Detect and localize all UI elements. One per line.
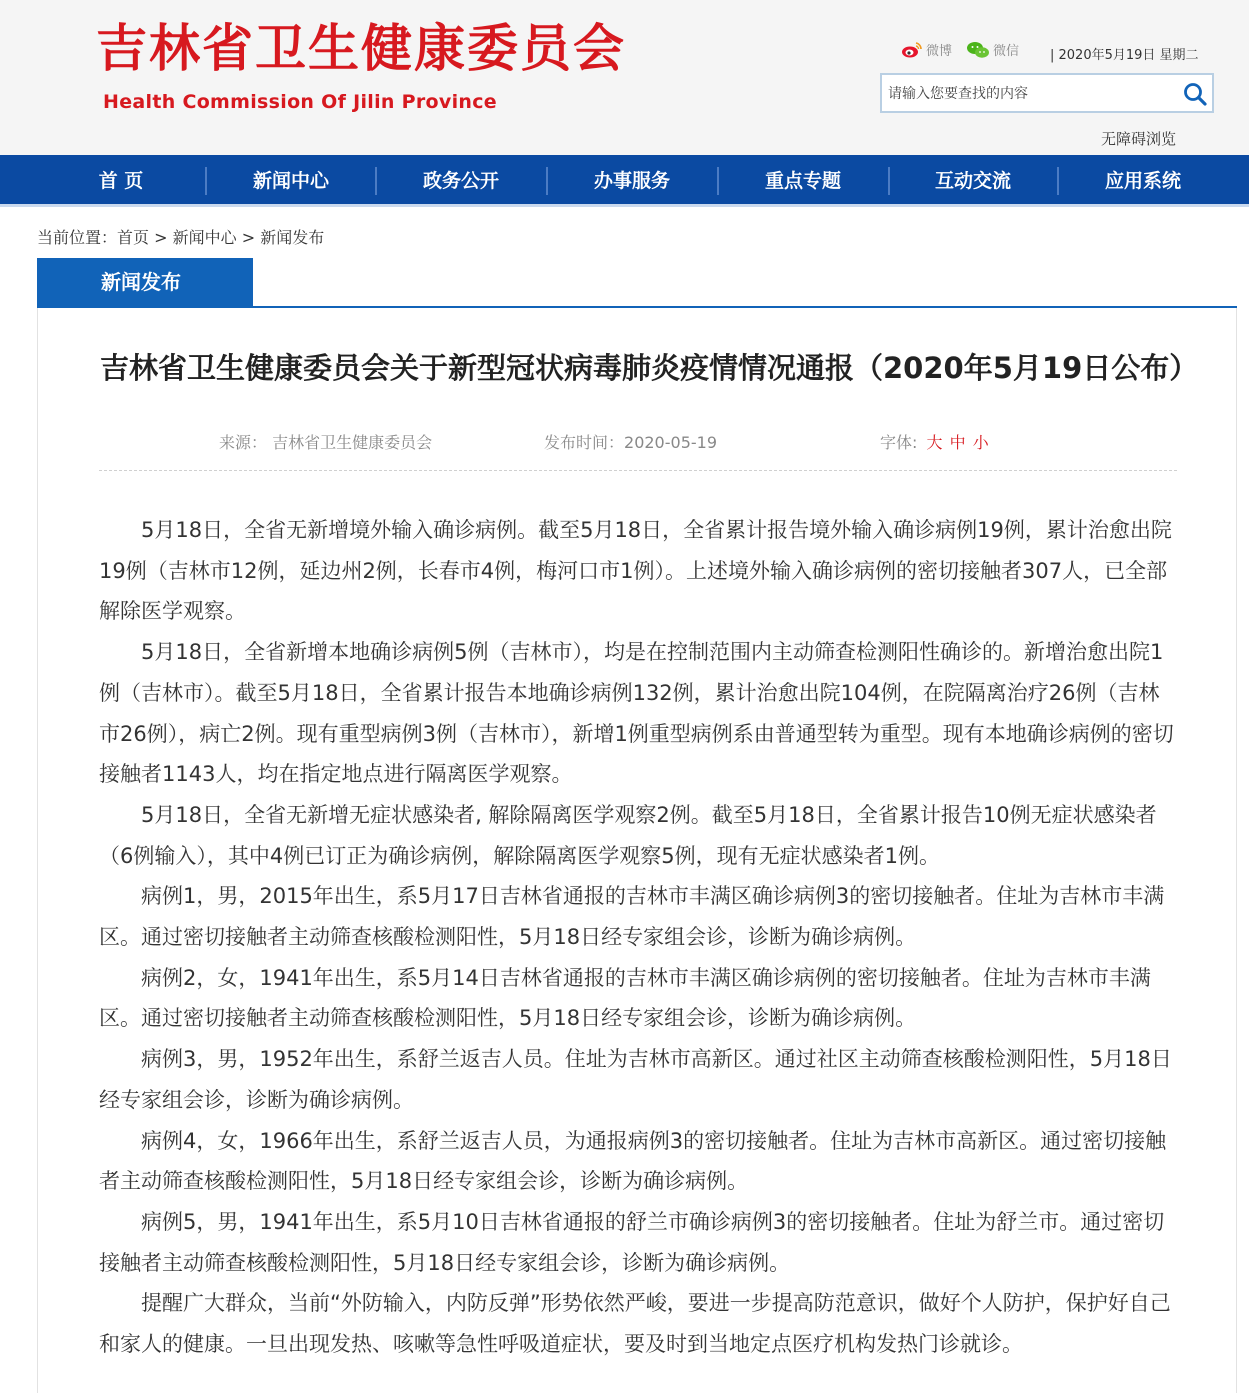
weibo-icon — [901, 41, 923, 59]
article-paragraph: 病例4，女，1966年出生，系舒兰返吉人员，为通报病例3的密切接触者。住址为吉林市高新区。通过密切接触者主动筛查核酸检测阳性，5月18日经专家组会诊，诊断为确诊病例。 — [99, 1128, 1167, 1194]
font-size-switcher — [880, 430, 989, 453]
wechat-label: 微信 — [993, 44, 1020, 59]
nav-item-news[interactable]: 新闻中心 — [252, 170, 329, 192]
search-icon — [1182, 81, 1208, 107]
font-size-small[interactable]: 小 — [972, 433, 989, 452]
nav-item-apps[interactable]: 应用系统 — [1104, 170, 1181, 192]
font-size-medium[interactable]: 中 — [949, 433, 966, 452]
breadcrumb-separator: > — [149, 228, 173, 247]
nav-divider — [888, 167, 890, 195]
breadcrumb-news[interactable]: 新闻中心 — [172, 228, 237, 247]
breadcrumb-home[interactable]: 首页 — [117, 228, 150, 247]
source-value: 吉林省卫生健康委员会 — [272, 433, 433, 452]
weibo-label: 微博 — [926, 44, 953, 59]
weibo-link[interactable] — [901, 40, 952, 59]
source-label: 来源： — [219, 433, 268, 452]
wechat-link[interactable] — [966, 40, 1019, 59]
article-paragraph: 提醒广大群众，当前“外防输入，内防反弹”形势依然严峻，要进一步提高防范意识，做好个人防护，保护好自己和家人的健康。一旦出现发热、咳嗽等急性呼吸道症状，要及时到当地定点医疗机构发热门诊就诊。 — [99, 1291, 1171, 1357]
main-nav — [0, 155, 1249, 207]
nav-item-services[interactable]: 办事服务 — [593, 170, 670, 192]
article-publish-time — [544, 430, 717, 453]
breadcrumb — [37, 225, 324, 248]
font-label: 字体: — [880, 433, 918, 452]
nav-divider — [717, 167, 719, 195]
nav-divider — [546, 167, 548, 195]
nav-divider — [205, 167, 207, 195]
site-logo-cn[interactable]: 吉林省卫生健康委员会 — [96, 20, 627, 79]
section-tab-bar — [37, 258, 1237, 308]
article-title: 吉林省卫生健康委员会关于新型冠状病毒肺炎疫情情况通报（2020年5月19日公布） — [100, 351, 1199, 385]
section-tab-news-release[interactable]: 新闻发布 — [37, 258, 253, 306]
article-paragraph: 5月18日，全省无新增无症状感染者, 解除隔离医学观察2例。截至5月18日，全省累计报告10例无症状感染者（6例输入），其中4例已订正为确诊病例，解除隔离医学观察5例，现有无症状感染者1例。 — [99, 802, 1157, 868]
search-button[interactable] — [1182, 81, 1208, 107]
nav-item-affairs[interactable]: 政务公开 — [422, 170, 499, 192]
font-size-large[interactable]: 大 — [926, 433, 943, 452]
current-date: | 2020年5月19日 星期二 — [1050, 48, 1199, 63]
site-header — [0, 0, 1249, 155]
article-paragraph: 5月18日，全省新增本地确诊病例5例（吉林市），均是在控制范围内主动筛查检测阳性确诊的。新增治愈出院1例（吉林市）。截至5月18日，全省累计报告本地确诊病例132例，累计治愈出院104例，在院隔离治疗26例（吉林市26例），病亡2例。现有重型病例3例（吉林市），新增1例重型病例系由普通型转为重型。现有本地确诊病例的密切接触者1143人，均在指定地点进行隔离医学观察。 — [99, 640, 1174, 787]
article-container — [37, 308, 1237, 1393]
search-input[interactable] — [888, 83, 1173, 105]
article-paragraph: 病例1，男，2015年出生，系5月17日吉林省通报的吉林市丰满区确诊病例3的密切接触者。住址为吉林市丰满区。通过密切接触者主动筛查核酸检测阳性，5月18日经专家组会诊，诊断为确诊病例。 — [99, 884, 1165, 950]
time-label: 发布时间： — [544, 433, 625, 452]
article-paragraph: 病例2，女，1941年出生，系5月14日吉林省通报的吉林市丰满区确诊病例的密切接触者。住址为吉林市丰满区。通过密切接触者主动筛查核酸检测阳性，5月18日经专家组会诊，诊断为确诊病例。 — [99, 965, 1151, 1031]
article-paragraph: 病例5，男，1941年出生，系5月10日吉林省通报的舒兰市确诊病例3的密切接触者。住址为舒兰市。通过密切接触者主动筛查核酸检测阳性，5月18日经专家组会诊，诊断为确诊病例。 — [99, 1209, 1165, 1275]
breadcrumb-prefix: 当前位置： — [37, 228, 118, 247]
nav-item-home[interactable]: 首 页 — [98, 170, 144, 192]
breadcrumb-separator: > — [236, 228, 261, 247]
search-box — [880, 73, 1214, 113]
accessibility-link[interactable]: 无障碍浏览 — [1101, 130, 1177, 148]
site-logo-en[interactable]: Health Commission Of Jilin Province — [103, 91, 497, 113]
meta-divider — [99, 470, 1177, 471]
nav-divider — [1057, 167, 1059, 195]
breadcrumb-current[interactable]: 新闻发布 — [260, 228, 325, 247]
nav-divider — [375, 167, 377, 195]
time-value: 2020-05-19 — [624, 433, 717, 452]
wechat-icon — [966, 41, 990, 59]
nav-item-topics[interactable]: 重点专题 — [764, 170, 841, 192]
nav-item-interaction[interactable]: 互动交流 — [934, 170, 1011, 192]
article-paragraph: 病例3，男，1952年出生，系舒兰返吉人员。住址为吉林市高新区。通过社区主动筛查核酸检测阳性，5月18日经专家组会诊，诊断为确诊病例。 — [99, 1047, 1172, 1112]
article-paragraph: 5月18日，全省无新增境外输入确诊病例。截至5月18日，全省累计报告境外输入确诊病例19例，累计治愈出院19例（吉林市12例，延边州2例，长春市4例，梅河口市1例）。上述境外输入确诊病例的密切接触者307人，已全部解除医学观察。 — [99, 518, 1172, 624]
article-source — [219, 430, 432, 453]
article-body — [99, 510, 1179, 1365]
